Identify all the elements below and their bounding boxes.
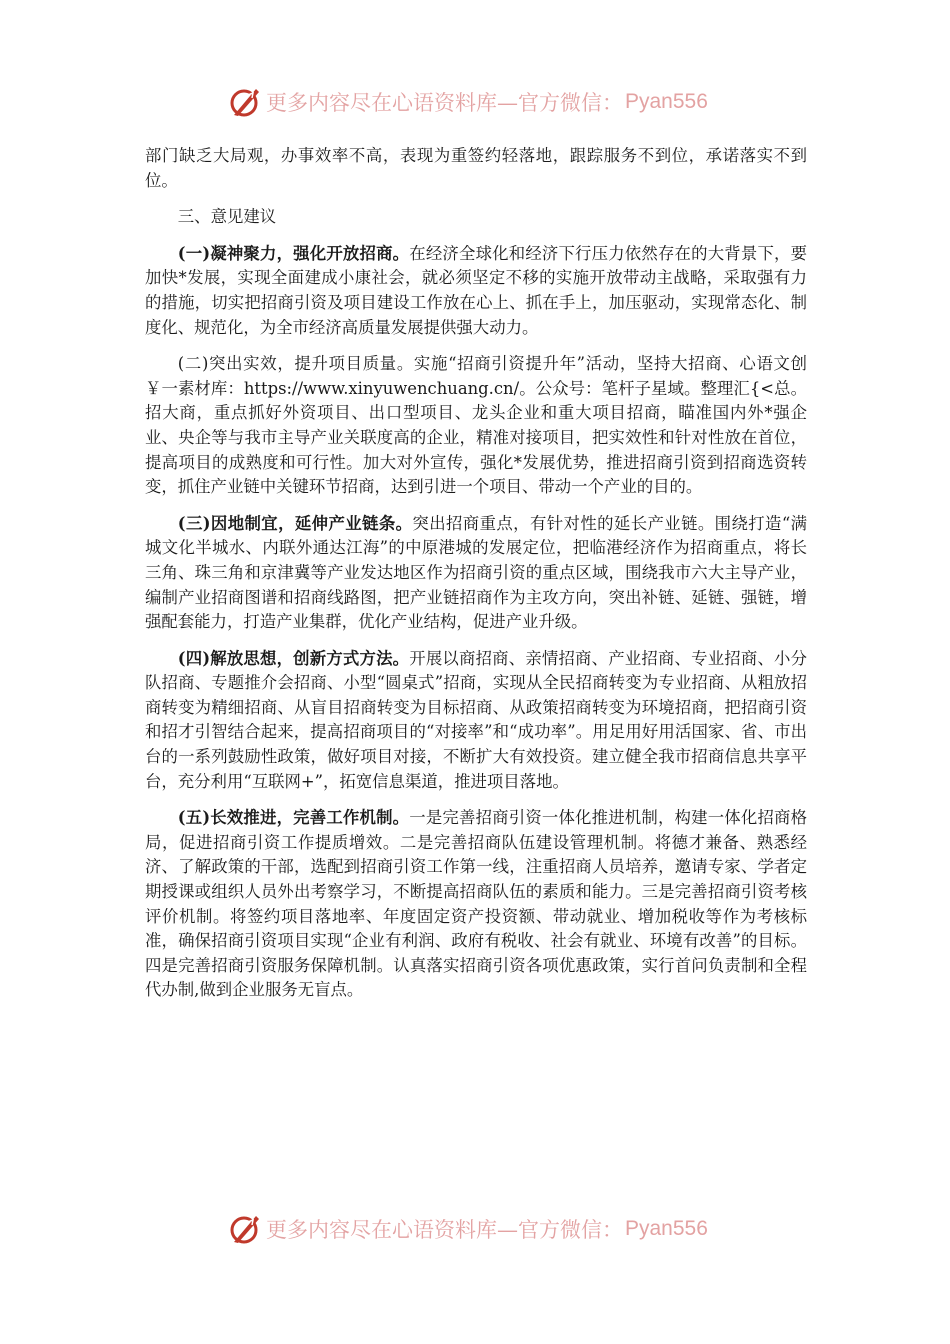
- header-banner: [228, 82, 748, 122]
- paragraph-1-lead: (一)凝神聚力，强化开放招商。: [177, 243, 410, 263]
- paragraph-4-text: 开展以商招商、亲情招商、产业招商、专业招商、小分队招商、专题推介会招商、小型“圆桌式”招商，实现从全民招商转变为专业招商、从粗放招商转变为精细招商、从盲目招商转变为目标招商、从政策招商转变为环境招商，把招商引资和招才引智结合起来，提高招商项目的“对接率”和“成功率”。用足用好用活国家、省、市出台的一系列鼓励性政策，做好项目对接，不断扩大有效投资。建立健全我市招商信息共享平台，充分利用“互联网+”，拓宽信息渠道，推进项目落地。: [145, 648, 808, 791]
- section-title: 三、意见建议: [177, 207, 277, 227]
- paragraph-3-lead: (三)因地制宜，延伸产业链条。: [177, 513, 413, 533]
- paragraph-4-lead: (四)解放思想，创新方式方法。: [177, 648, 410, 668]
- paragraph-1-text: 在经济全球化和经济下行压力依然存在的大背景下，要加快*发展，实现全面建成小康社会，就必须坚定不移的实施开放带动主战略，采取强有力的措施，切实把招商引资及项目建设工作放在心上、抓在手上，加压驱动，实现常态化、制度化、规范化，为全市经济高质量发展提供强大动力。: [145, 243, 808, 337]
- paragraph-5: [145, 806, 807, 1003]
- footer-text: 更多内容尽在心语资料库—官方微信：: [266, 1218, 623, 1242]
- paragraph-3-text: 突出招商重点，有针对性的延长产业链。围绕打造“满城文化半城水、内联外通达江海”的中原港城的发展定位，把临港经济作为招商重点，将长三角、珠三角和京津冀等产业发达地区作为招商引资的重点区域，围绕我市六大主导产业，编制产业招商图谱和招商线路图，把产业链招商作为主攻方向，突出补链、延链、强链，增强配套能力，打造产业集群，优化产业结构，促进产业升级。: [145, 513, 807, 632]
- intro-paragraph: 部门缺乏大局观，办事效率不高，表现为重签约轻落地，跟踪服务不到位，承诺落实不到位。: [145, 146, 807, 190]
- paragraph-4: [145, 647, 807, 795]
- paragraph-5-text: 一是完善招商引资一体化推进机制，构建一体化招商格局，促进招商引资工作提质增效。二是完善招商队伍建设管理机制。将德才兼备、熟悉经济、了解政策的干部，选配到招商引资工作第一线，注重招商人员培养，邀请专家、学者定期授课或组织人员外出考察学习，不断提高招商队伍的素质和能力。三是完善招商引资考核评价机制。将签约项目落地率、年度固定资产投资额、带动就业、增加税收等作为考核标准，确保招商引资项目实现“企业有利润、政府有税收、社会有就业、环境有改善”的目标。四是完善招商引资服务保障机制。认真落实招商引资各项优惠政策，实行首问负责制和全程代办制,做到企业服务无盲点。: [145, 808, 808, 1000]
- paragraph-2: (二)突出实效，提升项目质量。实施“招商引资提升年”活动，坚持大招商、心语文创￥一素材库：https://www.xinyuwenchuang.cn/。公众号：笔杆子星域。整理汇{<总。招大商，重点抓好外资项目、出口型项目、龙头企业和重大项目招商，瞄准国内外*强企业、央企等与我市主导产业关联度高的企业，精准对接项目，把实效性和针对性放在首位，提高项目的成熟度和可行性。加大对外宣传，强化*发展优势，推进招商引资到招商选资转变，抓住产业链中关键环节招商，达到引进一个项目、带动一个产业的目的。: [145, 354, 807, 497]
- paragraph-5-lead: (五)长效推进，完善工作机制。: [177, 808, 410, 828]
- footer-banner: [228, 1209, 748, 1249]
- quill-logo-icon: [228, 85, 262, 119]
- paragraph-1: [145, 242, 807, 340]
- header-text: 更多内容尽在心语资料库—官方微信：: [266, 91, 623, 115]
- header-wechat-id: Pyan556: [625, 90, 708, 113]
- paragraph-3: [145, 512, 807, 635]
- quill-logo-icon: [228, 1212, 262, 1246]
- document-body: [145, 144, 807, 1003]
- footer-wechat-id: Pyan556: [625, 1217, 708, 1240]
